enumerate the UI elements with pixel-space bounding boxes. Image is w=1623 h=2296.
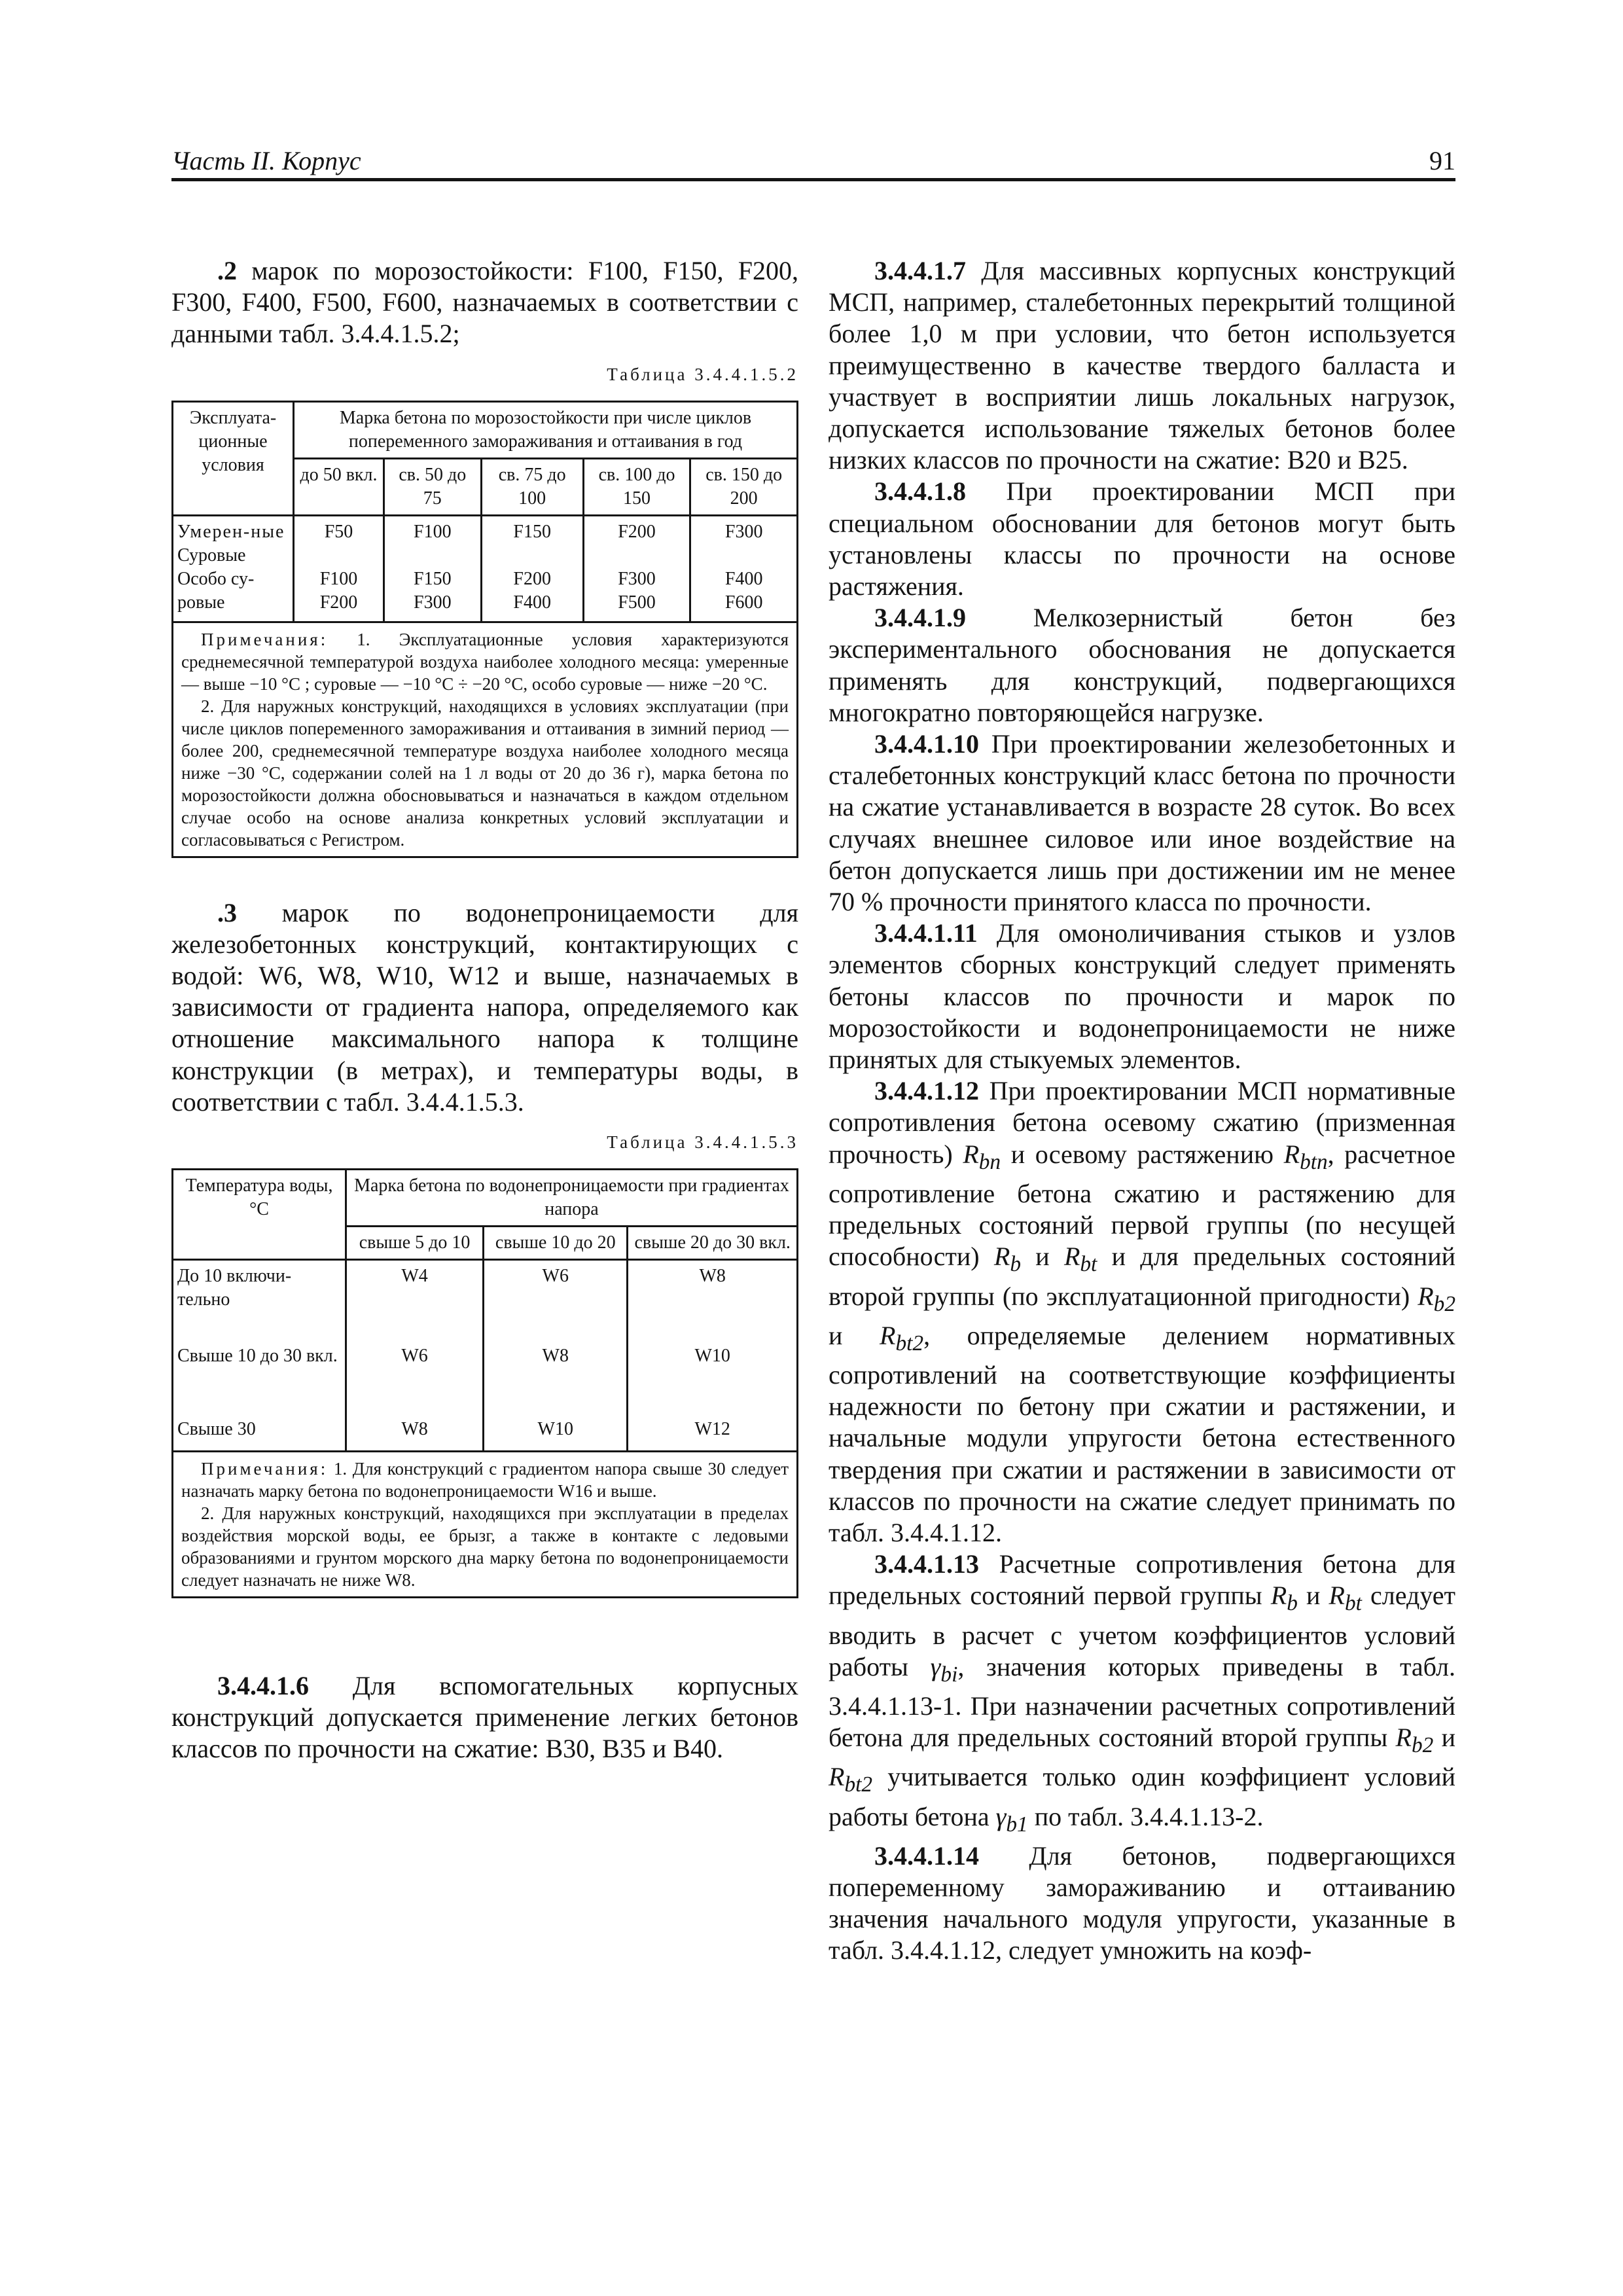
paragraph-3-4-4-1-11: 3.4.4.1.11 Для омоноличивания стыков и узлов элементов сборных конструкций следует применять бетоны классов по прочности и марок по морозостойкости и водонепроницаемости не ниже принятых для стыкуемых элементов.: [829, 918, 1455, 1075]
table-cell: F400: [724, 568, 763, 589]
paragraph-3-4-4-1-13: 3.4.4.1.13 Расчетные сопротивления бетона для предельных состояний первой группы $R_b$ и $R_{bt}$ следует вводить в расчет с учетом коэффициентов условий работы $\gamma_{bi}$, значения которых приведены в табл. 3.4.4.1.13-1. При назначении расчетных сопротивлений бетона для предельных состояний второй группы $R_{b2}$ и $R_{bt2}$ учитывается только один коэффициент условий работы бетона $\gamma_{b1}$ по табл. 3.4.4.1.13-2.: [829, 1549, 1456, 1837]
table-cell: F600: [724, 592, 763, 613]
table-cell: F300: [618, 568, 656, 589]
table-cell: F200: [319, 592, 358, 613]
right-column: [829, 255, 1455, 1967]
table-cell: F150: [513, 521, 551, 542]
header-title: Часть II. Корпус: [171, 146, 361, 175]
table-cell: F50: [324, 521, 353, 542]
table-subheader: до 50 вкл.: [294, 458, 384, 515]
paragraph-3-4-4-1-10: 3.4.4.1.10 При проектировании железобетонных и сталебетонных конструкций класс бетона по прочности на сжатие устанавливается в возрасте 28 суток. Во всех случаях внешнее силовое или иное воздействие на бетон допускается лишь при достижении им не менее 70 % прочности принятого класса по прочности.: [829, 729, 1455, 917]
paragraph-3-4-4-1-9: 3.4.4.1.9 Мелкозернистый бетон без экспериментального обоснования не допускается применять для конструкций, подвергающихся многократно повторяющейся нагрузке.: [829, 603, 1455, 727]
paragraph-water-marks: .3 марок по водонепроницаемости для железобетонных конструкций, контактирующих с водой: W6, W8, W10, W12 и выше, назначаемых в зависимости от градиента напора, определяемого как отношение максимального напора к толщине конструкции (в метрах), и температуры воды, в соответствии с табл. 3.4.4.1.5.3.: [171, 897, 798, 1117]
table-cell: F100: [414, 521, 452, 542]
table-notes: Примечания: 1. Для конструкций с градиентом напора свыше 30 следует назначать марку бетона по водонепроницаемости W16 и выше. 2. Для наружных конструкций, находящихся при эксплуатации в пределах воздействия морской воды, ее брызг, а также в контакте с ледовыми образованиями и грунтом морского дна марку бетона по водонепроницаемости следует назначать не ниже W8.: [173, 1452, 798, 1598]
table-cell: W10: [628, 1340, 798, 1414]
table-group-header: Марка бетона по морозостойкости при числе циклов попеременного замораживания и оттаивания в год: [294, 401, 798, 458]
table-cell: W4: [346, 1260, 484, 1341]
water-tightness-table: [171, 1168, 798, 1598]
row-label: Особо су-ровые: [177, 568, 255, 613]
paragraph-frost-marks: .2 марок по морозостойкости: F100, F150, F200, F300, F400, F500, F600, назначаемых в соответствии с данными табл. 3.4.4.1.5.2;: [171, 256, 798, 349]
row-label: Свыше 30: [173, 1414, 346, 1452]
row-label: Суровые: [177, 545, 246, 565]
paragraph-3-4-4-1-14: 3.4.4.1.14 Для бетонов, подвергающихся попеременному замораживанию и оттаиванию значения начального модуля упругости, указанные в табл. 3.4.4.1.12, следует умножить на коэф-: [829, 1840, 1455, 1965]
table-cell: F200: [618, 521, 656, 542]
table-col-label: Эксплуата-ционные условия: [173, 401, 294, 515]
paragraph-3-4-4-1-8: 3.4.4.1.8 При проектировании МСП при специальном обосновании для бетонов могут быть установлены классы по прочности на основе растяжения.: [829, 476, 1455, 601]
table-cell: W8: [484, 1340, 628, 1414]
table-row: [173, 1260, 798, 1341]
left-column: [171, 255, 798, 1765]
paragraph-3-4-4-1-12: 3.4.4.1.12 При проектировании МСП нормативные сопротивления бетона осевому сжатию (призменная прочность) $R_{bn}$ и осевому растяжению $R_{btn}$, расчетное сопротивление бетона сжатию и растяжению для предельных состояний первой группы (по несущей способности) $R_b$ и $R_{bt}$ и для предельных состояний второй группы (по эксплуатационной пригодности) $R_{b2}$ и $R_{bt2}$, определяемые делением нормативных сопротивлений на соответствующие коэффициенты надежности по бетону при сжатии и растяжении, и начальные модули упругости бетона естественного твердения при сжатии и растяжении в зависимости от классов по прочности на сжатие следует принимать по табл. 3.4.4.1.12.: [829, 1076, 1456, 1547]
table-row: [173, 1340, 798, 1414]
header-rule: [171, 178, 1455, 181]
table-subheader: свыше 10 до 20: [484, 1227, 628, 1260]
paragraph-3-4-4-1-6: 3.4.4.1.6 Для вспомогательных корпусных конструкций допускается применение легких бетонов классов по прочности на сжатие: B30, B35 и B40.: [171, 1671, 798, 1764]
table-row: [173, 1414, 798, 1452]
table-caption-2: Таблица 3.4.4.1.5.3: [607, 1132, 798, 1153]
table-group-header: Марка бетона по водонепроницаемости при градиентах напора: [346, 1170, 798, 1227]
table-cell: F300: [414, 592, 452, 613]
table-cell: F500: [618, 592, 656, 613]
table-cell: F300: [724, 521, 763, 542]
table-cell: F150: [414, 568, 452, 589]
table-subheader: свыше 20 до 30 вкл.: [628, 1227, 798, 1260]
table-cell: W10: [484, 1414, 628, 1452]
table-subheader: св. 100 до 150: [583, 458, 690, 515]
table-subheader: св. 75 до 100: [481, 458, 583, 515]
table-cell: F100: [319, 568, 358, 589]
table-cell: W6: [484, 1260, 628, 1341]
row-label: До 10 включи-тельно: [173, 1260, 346, 1341]
row-label: Свыше 10 до 30 вкл.: [173, 1340, 346, 1414]
table-cell: W6: [346, 1340, 484, 1414]
table-cell: W8: [628, 1260, 798, 1341]
running-header: [171, 145, 1455, 182]
table-cell: F200: [513, 568, 551, 589]
table-subheader: св. 150 до 200: [690, 458, 798, 515]
table-notes: Примечания: 1. Эксплуатационные условия характеризуются среднемесячной температурой воздуха наиболее холодного месяца: умеренные — выше −10 °С ; суровые — −10 °С ÷ −20 °С, особо суровые — ниже −20 °С. 2. Для наружных конструкций, находящихся в условиях эксплуатации (при числе циклов попеременного замораживания и оттаивания в зимний период — более 200, среднемесячной температуре воздуха наиболее холодного месяца ниже −30 °С, содержании солей на 1 л воды от 20 до 36 г), марка бетона по морозостойкости должна обосновываться и назначаться в каждом отдельном случае особо на основе анализа конкретных условий эксплуатации и согласовываться с Регистром.: [173, 622, 798, 857]
frost-resistance-table: [171, 401, 798, 858]
paragraph-3-4-4-1-7: 3.4.4.1.7 Для массивных корпусных конструкций МСП, например, сталебетонных перекрытий толщиной более 1,0 м при условии, что бетон используется преимущественно в качестве твердого балласта и участвует в восприятии лишь локальных нагрузок, допускается использование тяжелых бетонов более низких классов по прочности на сжатие: B20 и B25.: [829, 256, 1455, 475]
row-label: Умерен-ные: [177, 521, 285, 542]
table-cell: W8: [346, 1414, 484, 1452]
table-caption-1: Таблица 3.4.4.1.5.2: [607, 364, 798, 384]
table-col-label: Температура воды, °С: [173, 1170, 346, 1260]
table-cell: W12: [628, 1414, 798, 1452]
table-subheader: свыше 5 до 10: [346, 1227, 484, 1260]
table-subheader: св. 50 до 75: [383, 458, 481, 515]
page-number: 91: [1429, 146, 1455, 175]
table-row: [173, 515, 798, 622]
table-cell: F400: [513, 592, 551, 613]
